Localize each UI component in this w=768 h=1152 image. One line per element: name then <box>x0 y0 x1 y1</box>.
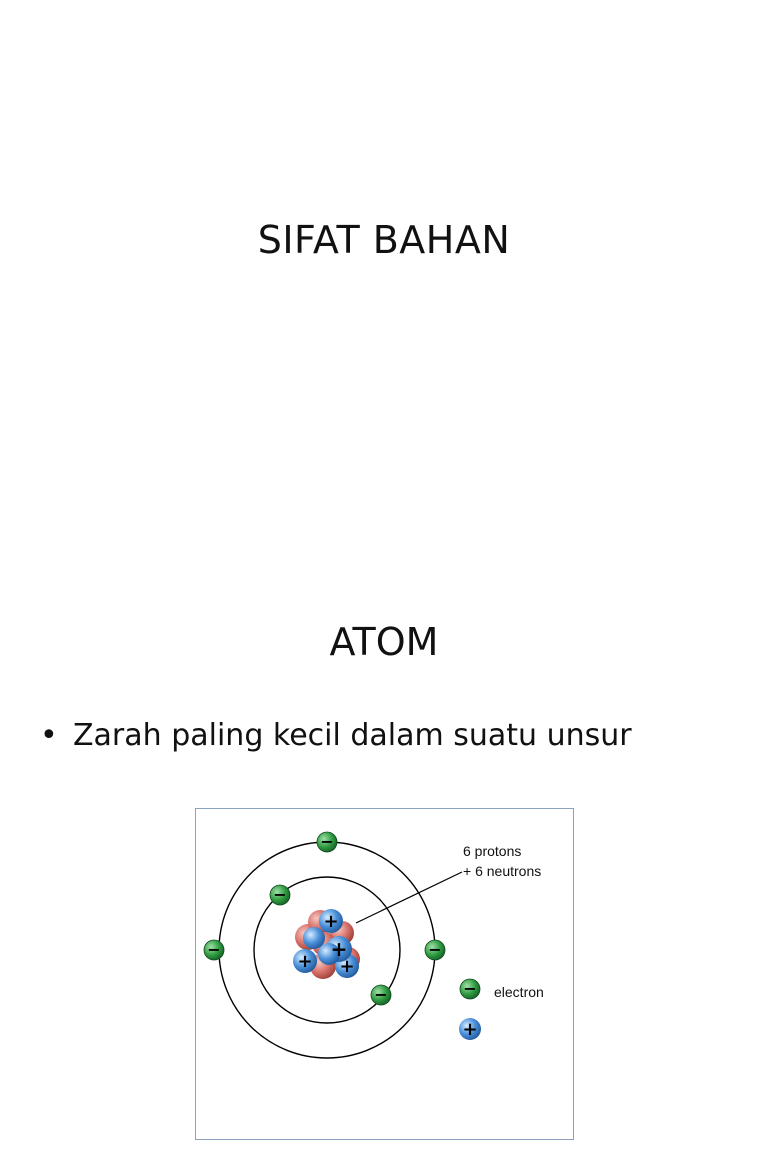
svg-text:−: − <box>428 940 442 959</box>
proton-plus-sign: + <box>297 951 313 972</box>
svg-text:−: − <box>207 940 221 959</box>
proton-plus-sign: + <box>330 937 348 961</box>
legend-electron <box>460 979 544 1000</box>
svg-text:−: − <box>463 979 477 998</box>
label-protons: 6 protons <box>463 843 522 859</box>
proton <box>303 927 325 949</box>
proton-plus-sign: + <box>323 911 339 932</box>
slide-atom-heading: ATOM <box>329 620 439 664</box>
legend-proton <box>459 1018 481 1040</box>
slide-title-heading: SIFAT BAHAN <box>257 218 511 262</box>
legend-electron-label: electron <box>494 984 544 1000</box>
label-neutrons: + 6 neutrons <box>463 863 542 879</box>
electron <box>270 885 290 905</box>
electron <box>371 985 391 1005</box>
atom-diagram <box>196 809 573 1139</box>
proton-plus-sign: + <box>339 956 355 977</box>
svg-text:−: − <box>320 832 334 851</box>
electron <box>317 832 337 852</box>
electron <box>204 940 224 960</box>
slide-atom <box>0 576 768 1152</box>
bullet-marker: • <box>40 718 58 753</box>
nucleus <box>293 909 360 979</box>
svg-text:−: − <box>273 885 287 904</box>
svg-text:+: + <box>462 1019 478 1040</box>
bullet-text: Zarah paling kecil dalam suatu unsur <box>73 718 632 753</box>
atom-diagram-figure <box>195 808 574 1140</box>
bullet-item <box>40 718 632 753</box>
svg-text:−: − <box>374 985 388 1004</box>
electron <box>425 940 445 960</box>
